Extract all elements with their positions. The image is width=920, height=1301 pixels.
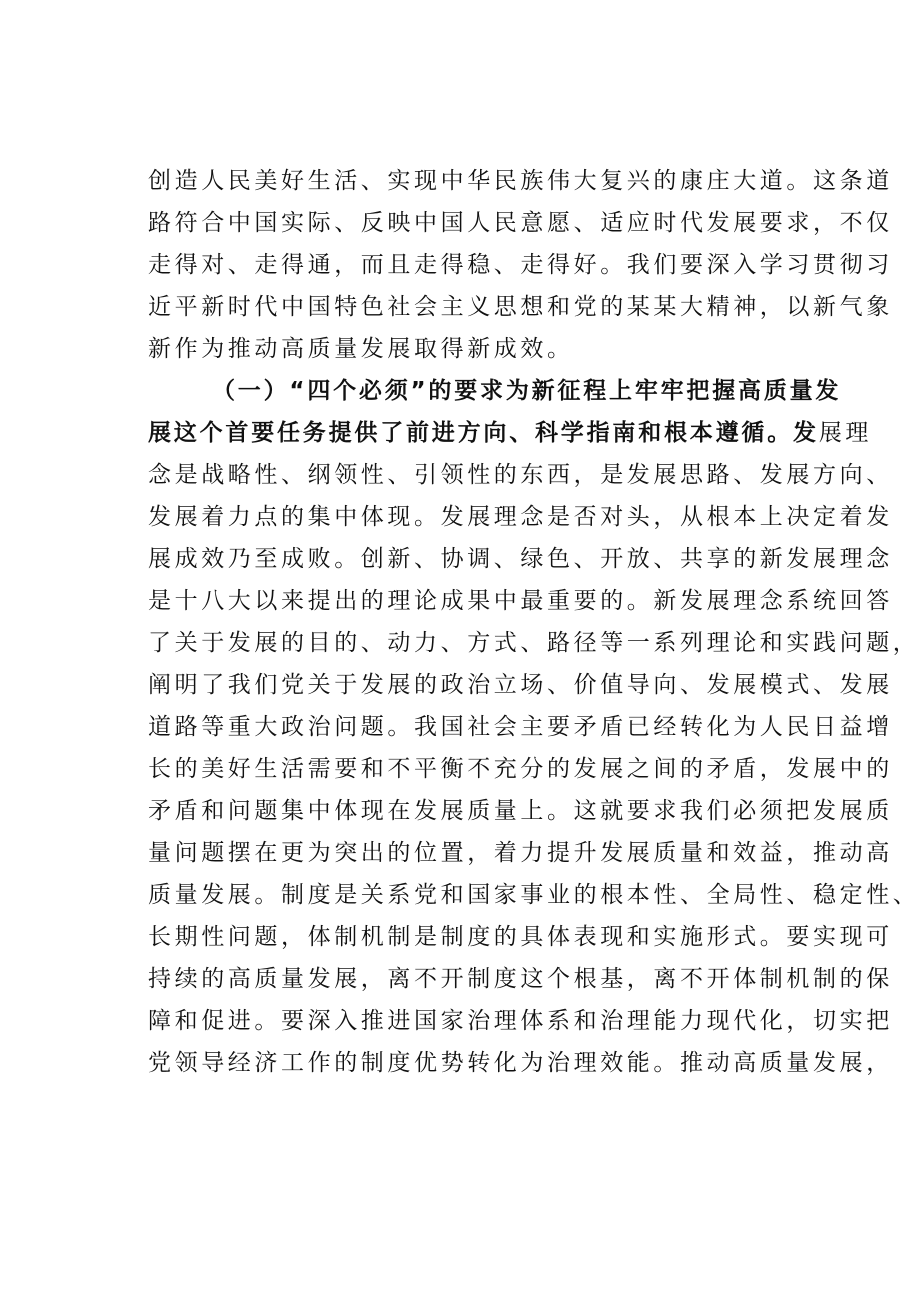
text-line: 障和促进。要深入推进国家治理体系和治理能力现代化，切实把 — [148, 1008, 893, 1034]
text-line: 新作为推动高质量发展取得新成效。 — [148, 336, 574, 362]
section-heading-bold-text: 展这个首要任务提供了前进方向、科学指南和根本遵循。发 — [148, 420, 819, 446]
text-line: 创造人民美好生活、实现中华民族伟大复兴的康庄大道。这条道 — [148, 168, 893, 194]
text-line: 阐明了我们党关于发展的政治立场、价值导向、发展模式、发展 — [148, 672, 893, 698]
body-text — [148, 160, 920, 1084]
text-line: 念是战略性、纲领性、引领性的东西，是发展思路、发展方向、 — [148, 462, 893, 488]
text-line: 矛盾和问题集中体现在发展质量上。这就要求我们必须把发展质 — [148, 798, 893, 824]
section-heading-rest-text: 展理 — [818, 420, 873, 446]
text-line: 近平新时代中国特色社会主义思想和党的某某大精神，以新气象 — [148, 294, 893, 320]
text-line: 长期性问题，体制机制是制度的具体表现和实施形式。要实现可 — [148, 924, 893, 950]
text-line: 长的美好生活需要和不平衡不充分的发展之间的矛盾，发展中的 — [148, 756, 893, 782]
text-line: 持续的高质量发展，离不开制度这个根基，离不开体制机制的保 — [148, 966, 893, 992]
text-line: 是十八大以来提出的理论成果中最重要的。新发展理念系统回答 — [148, 588, 893, 614]
text-line: 党领导经济工作的制度优势转化为治理效能。推动高质量发展， — [148, 1050, 893, 1076]
section-heading-line-1: （一）“四个必须”的要求为新征程上牢牢把握高质量发 — [212, 378, 842, 404]
text-line: 质量发展。制度是关系党和国家事业的根本性、全局性、稳定性、 — [148, 882, 920, 908]
text-line: 展成效乃至成败。创新、协调、绿色、开放、共享的新发展理念 — [148, 546, 893, 572]
text-line: 道路等重大政治问题。我国社会主要矛盾已经转化为人民日益增 — [148, 714, 893, 740]
section-heading-line-2 — [148, 412, 873, 454]
text-line: 走得对、走得通，而且走得稳、走得好。我们要深入学习贯彻习 — [148, 252, 893, 278]
text-line: 量问题摆在更为突出的位置，着力提升发展质量和效益，推动高 — [148, 840, 893, 866]
text-line: 了关于发展的目的、动力、方式、路径等一系列理论和实践问题， — [148, 630, 920, 656]
text-line: 路符合中国实际、反映中国人民意愿、适应时代发展要求，不仅 — [148, 210, 893, 236]
text-line: 发展着力点的集中体现。发展理念是否对头，从根本上决定着发 — [148, 504, 893, 530]
